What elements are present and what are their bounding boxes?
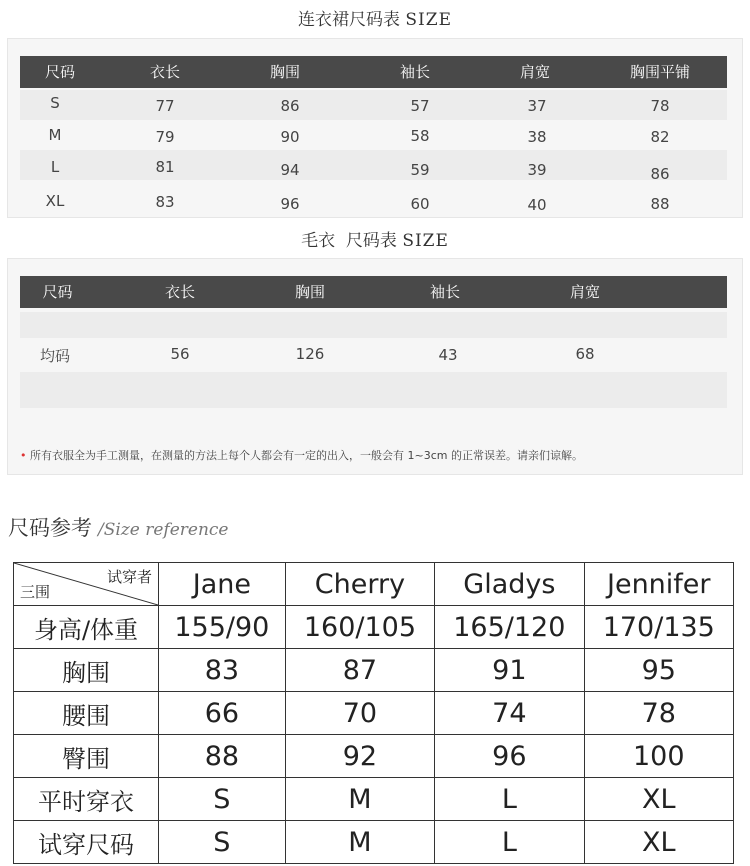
dress-header-bust: 胸围: [269, 63, 300, 81]
sweater-header-size: 尺码: [42, 283, 73, 301]
row-label: 腰围: [14, 692, 159, 735]
table-cell: 90: [280, 128, 300, 146]
sweater-header-bar: [20, 276, 727, 308]
table-cell: 59: [410, 161, 430, 179]
model-name: Jennifer: [584, 563, 733, 606]
table-cell: 96: [435, 735, 584, 778]
table-cell: XL: [584, 821, 733, 864]
table-cell: 100: [584, 735, 733, 778]
size-reference-table: [13, 562, 734, 864]
table-cell: 87: [285, 649, 434, 692]
size-reference-subtitle: /Size reference: [98, 520, 229, 540]
size-reference-title: 尺码参考: [8, 516, 92, 540]
sweater-row-stripe: [20, 372, 727, 408]
table-cell: 81: [155, 158, 175, 176]
dress-header-sleeve: 袖长: [399, 63, 430, 81]
table-cell: L: [435, 821, 584, 864]
model-name: Jane: [159, 563, 286, 606]
table-cell: M: [48, 126, 62, 144]
table-cell: L: [50, 158, 60, 176]
table-cell: 96: [280, 195, 300, 213]
table-cell: 160/105: [285, 606, 434, 649]
dress-title-cn: 连衣裙尺码表: [298, 10, 400, 30]
row-label: 臀围: [14, 735, 159, 778]
table-cell: 92: [285, 735, 434, 778]
table-row: [14, 821, 734, 864]
sweater-header-sleeve: 袖长: [429, 283, 460, 301]
table-cell: XL: [584, 778, 733, 821]
row-label: 身高/体重: [14, 606, 159, 649]
table-cell: 60: [410, 195, 430, 213]
table-row: [14, 606, 734, 649]
table-cell: 91: [435, 649, 584, 692]
table-cell: 38: [527, 128, 547, 146]
table-cell: 155/90: [159, 606, 286, 649]
table-cell: S: [159, 778, 286, 821]
dress-header-bust-flat: 胸围平铺: [629, 63, 690, 81]
table-cell: 74: [435, 692, 584, 735]
sweater-header-bust: 胸围: [294, 283, 325, 301]
table-cell: S: [50, 94, 60, 112]
table-cell: 126: [295, 345, 325, 363]
row-label: 试穿尺码: [14, 821, 159, 864]
table-cell: 70: [285, 692, 434, 735]
note-text: 所有衣服全为手工测量，在测量的方法上每个人都会有一定的出入，一般会有 1~3cm 的正常误差。请亲们谅解。: [30, 449, 583, 462]
model-name: Gladys: [435, 563, 584, 606]
table-row: [14, 563, 734, 606]
table-cell: 77: [155, 97, 175, 115]
table-cell: 78: [650, 97, 670, 115]
table-cell: 95: [584, 649, 733, 692]
table-cell: XL: [45, 192, 65, 210]
table-cell: 56: [170, 345, 190, 363]
table-cell: 均码: [39, 347, 70, 365]
dress-header-size: 尺码: [44, 63, 75, 81]
size-reference-heading: [8, 512, 229, 542]
table-row: [14, 735, 734, 778]
table-cell: M: [285, 821, 434, 864]
table-cell: 78: [584, 692, 733, 735]
table-cell: M: [285, 778, 434, 821]
dress-title-en: SIZE: [405, 10, 452, 30]
table-cell: S: [159, 821, 286, 864]
table-cell: 86: [650, 165, 670, 183]
row-label: 胸围: [14, 649, 159, 692]
sweater-title-cn: 毛衣 尺码表: [301, 231, 397, 251]
diagonal-header-cell: [14, 563, 159, 606]
table-cell: 88: [159, 735, 286, 778]
table-cell: 68: [575, 345, 595, 363]
sweater-title-en: SIZE: [402, 231, 449, 251]
table-cell: 37: [527, 97, 547, 115]
sweater-row-stripe: [20, 312, 727, 338]
table-cell: 66: [159, 692, 286, 735]
dress-header-shoulder: 肩宽: [519, 63, 550, 81]
table-cell: 94: [280, 161, 300, 179]
table-cell: 83: [155, 193, 175, 211]
table-cell: 83: [159, 649, 286, 692]
dress-header-bar: [20, 56, 727, 88]
measurements-label: 三围: [20, 583, 51, 601]
table-cell: 39: [527, 161, 547, 179]
table-cell: L: [435, 778, 584, 821]
row-label: 平时穿衣: [14, 778, 159, 821]
table-cell: 170/135: [584, 606, 733, 649]
bullet-icon: •: [20, 449, 27, 462]
table-cell: 40: [527, 196, 547, 214]
sweater-header-length: 衣长: [164, 283, 195, 301]
table-cell: 82: [650, 128, 670, 146]
dress-size-title: [0, 5, 750, 30]
sweater-size-title: [0, 226, 750, 251]
table-cell: 165/120: [435, 606, 584, 649]
table-cell: 57: [410, 97, 430, 115]
table-cell: 88: [650, 195, 670, 213]
table-cell: 79: [155, 128, 175, 146]
table-cell: 86: [280, 97, 300, 115]
table-cell: 58: [410, 127, 430, 145]
table-row: [14, 649, 734, 692]
tester-label: 试穿者: [106, 568, 152, 586]
table-row: [14, 778, 734, 821]
table-cell: 43: [438, 346, 458, 364]
dress-header-length: 衣长: [149, 63, 180, 81]
table-row: [14, 692, 734, 735]
measurement-note: [20, 447, 583, 463]
sweater-header-shoulder: 肩宽: [569, 283, 600, 301]
model-name: Cherry: [285, 563, 434, 606]
